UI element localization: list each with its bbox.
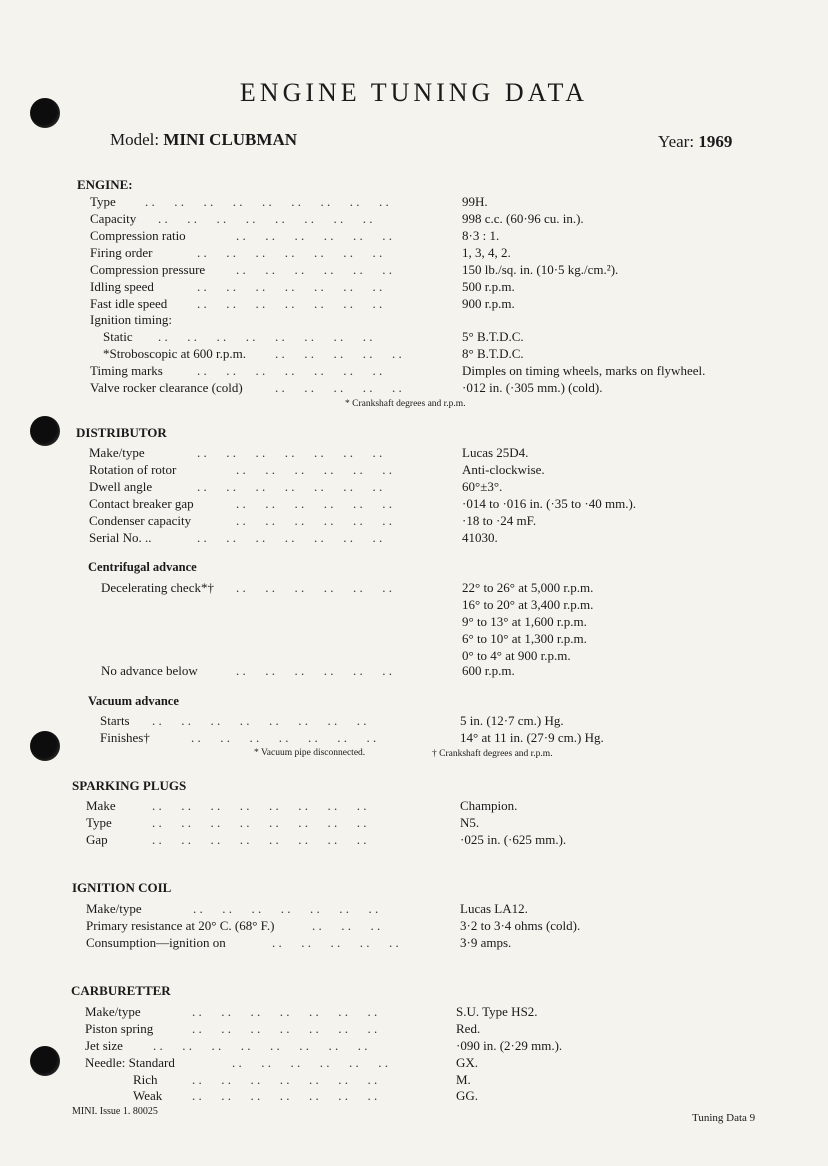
- leader-dots: . . . . . . . . . . . . . . . .: [153, 1038, 368, 1053]
- leader-dots: . . . . . . . . . . . . . . . .: [158, 329, 373, 344]
- leader-dots: . . . . . . . . . . . . . . . .: [152, 713, 367, 728]
- spec-value: ·090 in. (2·29 mm.).: [456, 1038, 563, 1053]
- leader-dots: . . . . . . . . . . . .: [236, 262, 392, 277]
- leader-dots: . . . . . . . . . . . . . .: [197, 296, 383, 311]
- leader-dots: . . . . . . . . . . . . . .: [192, 1088, 378, 1103]
- spec-label: Ignition timing:: [90, 312, 172, 327]
- spec-row: [0, 662, 828, 679]
- spec-value: GX.: [456, 1055, 479, 1070]
- spec-row: [0, 579, 828, 596]
- spec-row: [0, 495, 828, 512]
- spec-row: [0, 900, 828, 917]
- year-line: [658, 132, 732, 152]
- footer-issue: MINI. Issue 1. 80025: [72, 1106, 158, 1117]
- leader-dots: . . . . . . . . . . . . . . . .: [152, 798, 367, 813]
- spec-label: Dwell angle: [89, 479, 153, 494]
- spec-value: 9° to 13° at 1,600 r.p.m.: [462, 614, 587, 629]
- spec-value: 3·9 amps.: [460, 935, 512, 950]
- leader-dots: . . . . . . . . . . . . . . . .: [152, 832, 367, 847]
- spec-row: [0, 193, 828, 210]
- spec-row: [0, 210, 828, 227]
- spec-label: Make/type: [89, 445, 145, 460]
- engine-heading: ENGINE:: [77, 177, 133, 192]
- spec-row: [0, 227, 828, 244]
- spec-label: Firing order: [90, 245, 153, 260]
- leader-dots: . . . . . . . . . . . . . .: [192, 1021, 378, 1036]
- leader-dots: . . . . . . . . . . . . . .: [197, 530, 383, 545]
- leader-dots: . . . . . . . . . . . . . . . . . .: [145, 194, 389, 209]
- leader-dots: . . . . . . . . . .: [272, 935, 399, 950]
- spec-label: Make/type: [85, 1004, 141, 1019]
- spec-label: Static: [103, 329, 133, 344]
- spec-label: Consumption—ignition on: [86, 935, 226, 950]
- leader-dots: . . . . . . . . . . . .: [236, 228, 392, 243]
- spec-value: 99H.: [462, 194, 488, 209]
- spec-value: 1, 3, 4, 2.: [462, 245, 511, 260]
- leader-dots: . . . . . . . . . . . .: [236, 663, 392, 678]
- spec-label: Weak: [133, 1088, 163, 1103]
- spec-row: [0, 345, 828, 362]
- spec-label: Capacity: [90, 211, 137, 226]
- leader-dots: . . . . . . . . . . . . . .: [192, 1004, 378, 1019]
- year-label: Year:: [658, 132, 695, 151]
- spec-row: [0, 362, 828, 379]
- distributor-heading: DISTRIBUTOR: [76, 425, 167, 440]
- leader-dots: . . . . . . . . . . . . . .: [197, 479, 383, 494]
- spec-row: [0, 1037, 828, 1054]
- spec-label: Fast idle speed: [90, 296, 168, 311]
- spec-label: *Stroboscopic at 600 r.p.m.: [103, 346, 246, 361]
- leader-dots: . . . . . . . . . .: [275, 346, 402, 361]
- spec-value: ·012 in. (·305 mm.) (cold).: [462, 380, 603, 395]
- spec-label: Timing marks: [90, 363, 163, 378]
- spec-value: 14° at 11 in. (27·9 cm.) Hg.: [460, 730, 604, 745]
- spec-value: 41030.: [462, 530, 498, 545]
- leader-dots: . . . . . . . . . . . . . .: [197, 245, 383, 260]
- spec-value: 16° to 20° at 3,400 r.p.m.: [462, 597, 594, 612]
- leader-dots: . . . . . .: [312, 918, 381, 933]
- spec-value: Champion.: [460, 798, 518, 813]
- spec-row: [0, 529, 828, 546]
- spec-label: Make: [86, 798, 116, 813]
- centrifugal-advance-heading: Centrifugal advance: [88, 560, 197, 574]
- leader-dots: . . . . . . . . . . . . . .: [197, 279, 383, 294]
- spec-value: S.U. Type HS2.: [456, 1004, 538, 1019]
- spec-label: Gap: [86, 832, 108, 847]
- spec-row: [0, 814, 828, 831]
- spec-label: Jet size: [85, 1038, 123, 1053]
- spec-value: Anti-clockwise.: [462, 462, 545, 477]
- spec-value: 500 r.p.m.: [462, 279, 515, 294]
- spec-row: [0, 379, 828, 396]
- spec-value: Dimples on timing wheels, marks on flywheel.: [462, 363, 706, 378]
- spec-value: ·014 to ·016 in. (·35 to ·40 mm.).: [462, 496, 637, 511]
- spec-value: 60°±3°.: [462, 479, 503, 494]
- spec-label: Starts: [100, 713, 130, 728]
- leader-dots: . . . . . . . . . . . .: [236, 496, 392, 511]
- leader-dots: . . . . . . . . . . . . . . . .: [152, 815, 367, 830]
- spec-value: Lucas 25D4.: [462, 445, 529, 460]
- ignition-coil-heading: IGNITION COIL: [72, 880, 172, 895]
- leader-dots: . . . . . . . . . .: [275, 380, 402, 395]
- vacuum-footnote-right: † Crankshaft degrees and r.p.m.: [432, 749, 553, 759]
- model-label: Model:: [110, 130, 160, 149]
- spec-value: Lucas LA12.: [460, 901, 528, 916]
- spec-row: [0, 1087, 828, 1104]
- spec-value: GG.: [456, 1088, 479, 1103]
- spec-label: Rich: [133, 1072, 158, 1087]
- spec-row: [0, 461, 828, 478]
- spec-row: [0, 797, 828, 814]
- spec-value: 6° to 10° at 1,300 r.p.m.: [462, 631, 587, 646]
- leader-dots: . . . . . . . . . . . .: [232, 1055, 388, 1070]
- leader-dots: . . . . . . . . . . . . . .: [197, 363, 383, 378]
- spec-value: 5° B.T.D.C.: [462, 329, 524, 344]
- spec-row: [0, 1020, 828, 1037]
- spec-label: Contact breaker gap: [89, 496, 194, 511]
- spec-row: [0, 917, 828, 934]
- spec-value: Red.: [456, 1021, 481, 1036]
- spec-label: Valve rocker clearance (cold): [90, 380, 243, 395]
- spec-row: [0, 1071, 828, 1088]
- footer-page-number: Tuning Data 9: [692, 1112, 756, 1124]
- spec-value: M.: [456, 1072, 471, 1087]
- model-value: MINI CLUBMAN: [163, 130, 297, 149]
- leader-dots: . . . . . . . . . . . .: [236, 513, 392, 528]
- punch-hole-icon: [30, 416, 60, 446]
- spec-label: Primary resistance at 20° C. (68° F.): [86, 918, 275, 933]
- spec-value: 150 lb./sq. in. (10·5 kg./cm.²).: [462, 262, 619, 277]
- page-title: ENGINE TUNING DATA: [239, 78, 589, 107]
- spec-row: [0, 311, 828, 328]
- engine-footnote: * Crankshaft degrees and r.p.m.: [345, 399, 466, 409]
- sparking-plugs-heading: SPARKING PLUGS: [72, 778, 187, 793]
- spec-row: [0, 712, 828, 729]
- leader-dots: . . . . . . . . . . . . . . . .: [158, 211, 373, 226]
- spec-row: [0, 328, 828, 345]
- spec-label: Compression pressure: [90, 262, 206, 277]
- spec-row: [0, 261, 828, 278]
- spec-row: [0, 278, 828, 295]
- spec-value: 900 r.p.m.: [462, 296, 515, 311]
- leader-dots: . . . . . . . . . . . . . .: [191, 730, 377, 745]
- year-value: 1969: [698, 132, 733, 151]
- spec-row: [0, 512, 828, 529]
- vacuum-footnote-left: * Vacuum pipe disconnected.: [254, 748, 366, 758]
- spec-value: 0° to 4° at 900 r.p.m.: [462, 648, 571, 663]
- spec-value: 5 in. (12·7 cm.) Hg.: [460, 713, 564, 728]
- spec-value: 998 c.c. (60·96 cu. in.).: [462, 211, 584, 226]
- spec-label: Needle: Standard: [85, 1055, 175, 1070]
- spec-value: 8·3 : 1.: [462, 228, 500, 243]
- leader-dots: . . . . . . . . . . . . . .: [197, 445, 383, 460]
- spec-row: [0, 831, 828, 848]
- carburetter-heading: CARBURETTER: [71, 983, 171, 998]
- spec-value: 22° to 26° at 5,000 r.p.m.: [462, 580, 594, 595]
- spec-value: ·025 in. (·625 mm.).: [460, 832, 567, 847]
- spec-label: Make/type: [86, 901, 142, 916]
- spec-label: Finishes†: [100, 730, 150, 745]
- spec-label: Idling speed: [90, 279, 154, 294]
- spec-label: Decelerating check*†: [101, 580, 214, 595]
- spec-value: 3·2 to 3·4 ohms (cold).: [460, 918, 581, 933]
- vacuum-advance-heading: Vacuum advance: [88, 694, 179, 708]
- spec-label: Piston spring: [85, 1021, 154, 1036]
- spec-label: Type: [90, 194, 116, 209]
- spec-row: [0, 478, 828, 495]
- spec-value: 600 r.p.m.: [462, 663, 515, 678]
- spec-value: N5.: [460, 815, 480, 830]
- spec-label: Compression ratio: [90, 228, 186, 243]
- spec-value: 8° B.T.D.C.: [462, 346, 524, 361]
- leader-dots: . . . . . . . . . . . .: [236, 462, 392, 477]
- spec-row: [0, 729, 828, 746]
- leader-dots: . . . . . . . . . . . . . .: [193, 901, 379, 916]
- spec-row: [0, 444, 828, 461]
- spec-value: ·18 to ·24 mF.: [462, 513, 537, 528]
- spec-label: Rotation of rotor: [89, 462, 177, 477]
- leader-dots: . . . . . . . . . . . . . .: [192, 1072, 378, 1087]
- spec-label: No advance below: [101, 663, 198, 678]
- model-line: [110, 130, 297, 150]
- spec-label: Serial No. ..: [89, 530, 152, 545]
- spec-label: Condenser capacity: [89, 513, 192, 528]
- spec-row: [0, 295, 828, 312]
- leader-dots: . . . . . . . . . . . .: [236, 580, 392, 595]
- spec-label: Type: [86, 815, 112, 830]
- spec-row: [0, 934, 828, 951]
- spec-row: [0, 244, 828, 261]
- spec-row: [0, 1003, 828, 1020]
- spec-row: [0, 1054, 828, 1071]
